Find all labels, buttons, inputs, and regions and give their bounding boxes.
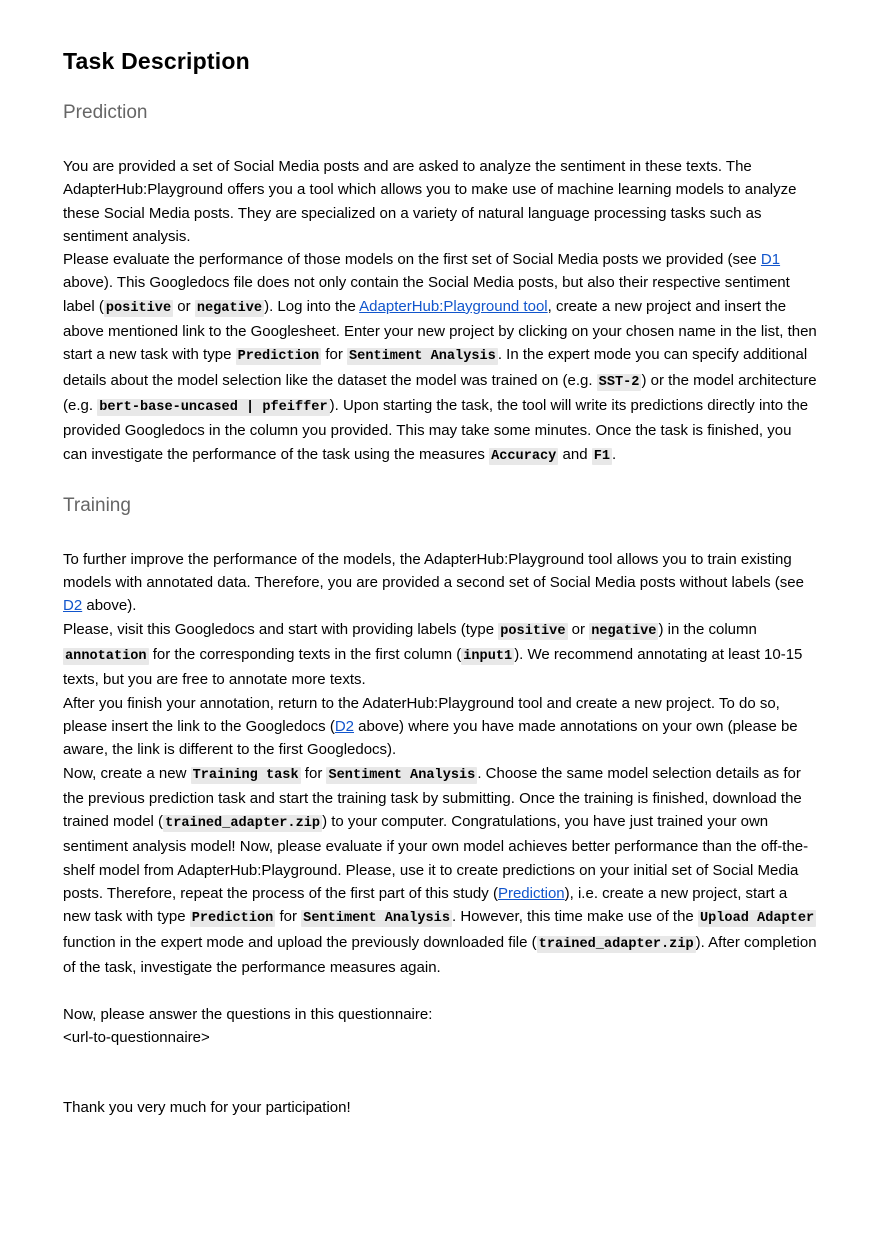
paragraph (63, 1026, 818, 1049)
d2-link[interactable]: D2 (334, 717, 355, 735)
d1-link[interactable]: D1 (760, 251, 781, 269)
text-run: Please, visit this Googledocs and start with providing labels (type (63, 620, 499, 638)
code-span: Sentiment Analysis (303, 911, 450, 927)
blank-line (63, 1049, 818, 1072)
text-run: Now, please answer the questions in this questionnaire: (63, 1005, 433, 1023)
code-span: positive (500, 623, 566, 639)
text-run: , create a new project and insert the above mentioned link to the Googlesheet. Enter your new project by clicking on your chosen name in the list, then start a new task with type (63, 297, 817, 364)
document-body (63, 102, 818, 1119)
code-span: trained_adapter.zip (165, 816, 321, 832)
text-run: ). Upon starting the task, the tool will write its predictions directly into the provided Googledocs in the column you provided. This may take some minutes. Once the task is finished, you can investigate the performance of the task using the measures (63, 396, 809, 463)
text-run: Thank you very much for your participation! (63, 1098, 351, 1116)
code-span: Sentiment Analysis (328, 767, 476, 783)
text-run: . (612, 445, 617, 463)
text-run: for (321, 346, 347, 364)
code-span: annotation (65, 649, 147, 665)
code-span: Upload Adapter (699, 911, 815, 927)
code-span: negative (196, 300, 263, 316)
text-run: After you finish your annotation, return to the AdaterHub:Playground tool and create a new project. To do so, please insert the link to the Googledocs ( (63, 694, 780, 735)
code-span: SST-2 (598, 374, 640, 390)
page-title: Task Description (63, 48, 250, 74)
code-span: trained_adapter.zip (538, 936, 694, 952)
text-run: ) or the model architecture (e.g. (63, 371, 817, 414)
text-run: for (300, 764, 327, 782)
text-run: Please evaluate the performance of those models on the first set of Social Media posts we provided (see (63, 251, 761, 269)
text-run: for the corresponding texts in the first column ( (148, 646, 462, 664)
prediction-link[interactable]: Prediction (497, 885, 565, 903)
text-run: <url-to-questionnaire> (63, 1028, 210, 1046)
text-run: ) in the column (658, 620, 757, 638)
code-span: Sentiment Analysis (349, 349, 496, 365)
text-run: ), i.e. create a new project, start a new task with type (63, 885, 788, 926)
d2-link[interactable]: D2 (63, 597, 83, 615)
blank-line (63, 1072, 818, 1095)
paragraph (63, 248, 818, 468)
blank-line (63, 979, 818, 1002)
text-run: Now, create a new (63, 764, 191, 782)
text-run: above). This Googledocs file does not only contain the Social Media posts, but also their respective sentiment label ( (63, 274, 790, 315)
text-run: ). We recommend annotating at least 10-15 texts, but you are free to annotate more texts. (63, 646, 803, 689)
paragraph (63, 155, 818, 248)
text-run: To further improve the performance of the models, the AdapterHub:Playground tool allows you to train existing models with annotated data. Therefore, you are provided a second set of Social Media posts without labels (see (63, 550, 804, 592)
code-span: Prediction (237, 349, 320, 365)
text-run: above) where you have made annotations on your own (please be aware, the link is different to the first Googledocs). (63, 717, 798, 759)
text-run: or (567, 620, 590, 638)
paragraph (63, 1003, 818, 1026)
text-run: function in the expert mode and upload the previously downloaded file ( (63, 933, 537, 951)
paragraph (63, 618, 818, 692)
code-span: positive (105, 300, 172, 316)
paragraph (63, 548, 818, 618)
text-run: . However, this time make use of the (452, 908, 698, 926)
text-run: for (275, 908, 302, 926)
text-run: and (558, 445, 592, 463)
section-heading-training: Training (63, 494, 131, 516)
code-span: Prediction (191, 911, 274, 927)
code-span: negative (591, 623, 657, 639)
code-span: Accuracy (491, 448, 557, 464)
adapterhub-playground-tool-link[interactable]: AdapterHub:Playground tool (359, 297, 548, 315)
text-run: . Choose the same model selection details as for the previous prediction task and start the training task by submitting. Once the training is finished, download the trained model ( (63, 764, 802, 831)
paragraph (63, 692, 818, 762)
text-run: ). Log into the (264, 297, 360, 315)
code-span: F1 (593, 448, 611, 464)
paragraph (63, 1096, 818, 1119)
paragraph (63, 762, 818, 980)
text-run: . In the expert mode you can specify additional details about the model selection like the dataset the model was trained on (e.g. (63, 346, 808, 389)
text-run: You are provided a set of Social Media posts and are asked to analyze the sentiment in these texts. The AdapterHub:Playground offers you a tool which allows you to make use of machine learning models to analyze these Social Media posts. They are specialized on a variety of natural language processing tasks such as sentiment analysis. (63, 158, 797, 245)
code-span: bert-base-uncased | pfeiffer (99, 399, 328, 415)
code-span: input1 (463, 649, 513, 665)
text-run: ) to your computer. Congratulations, you have just trained your own sentiment analysis model! Now, please evaluate if your own model achieves better performance than the off-the-shelf model from AdapterHub:Playground. Please, use it to create predictions on your initial set of Social Media posts. Therefore, repeat the process of the first part of this study ( (63, 813, 809, 903)
section-heading-prediction: Prediction (63, 102, 148, 123)
text-run: or (173, 297, 195, 315)
text-run: above). (82, 597, 137, 615)
code-span: Training task (192, 767, 299, 783)
text-run: ). After completion of the task, investigate the performance measures again. (63, 933, 817, 976)
